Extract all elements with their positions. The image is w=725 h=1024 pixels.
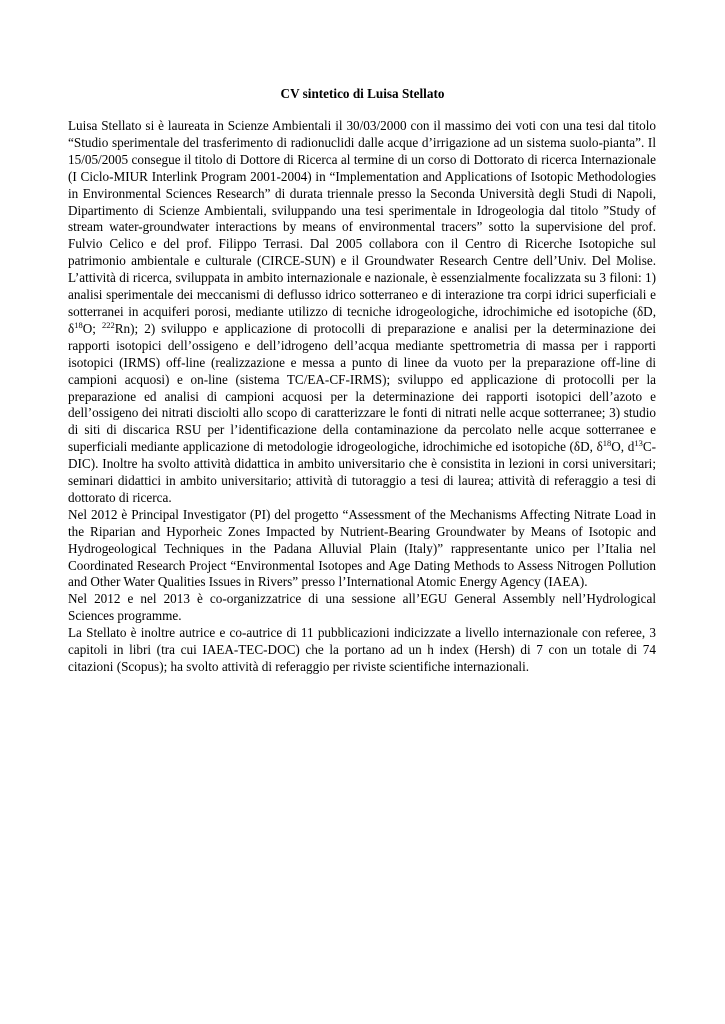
paragraph-text: O, d: [611, 439, 635, 455]
paragraph-text: C-DIC). Inoltre ha svolto attività didattica in ambito universitario che è consistita in lezioni in corsi universitari; seminari didattici in ambito universitario; attività di tutoraggio a tesi di laurea; attività di referaggio a tesi di dottorato di ricerca.: [68, 439, 656, 505]
superscript: 18: [74, 319, 83, 330]
paragraph-publications: La Stellato è inoltre autrice e co-autrice di 11 pubblicazioni indicizzate a livello internazionale con referee, 3 capitoli in libri (tra cui IAEA-TEC-DOC) che la portano ad un h index (Hersh) di 7 con un totale di 74 citazioni (Scopus); ha svolto attività di referaggio per riviste scientifiche internazionali.: [68, 625, 656, 674]
superscript: 18: [602, 438, 612, 449]
paragraph-text: Luisa Stellato si è laureata in Scienze Ambientali il 30/03/2000 con il massimo dei voti con una tesi dal titolo “Studio sperimentale del trasferimento di radionuclidi dalle acque d’irrigazione ad un sistema suolo-pianta”. Il 15/05/2005 consegue il titolo di Dottore di Ricerca al termine di un corso di Dottorato di ricerca Internazionale (I Ciclo-MIUR Interlink Program 2001-2004) in “Implementation and Applications of Isotopic Methodologies in Environmental Sciences Research” di durata triennale presso la Seconda Università degli Studi di Napoli, Dipartimento di Scienze Ambientali, sviluppando una tesi sperimentale in Idrogeologia dal titolo ”Study of stream water-groundwater interactions by means of environmental tracers” sotto la supervisione del prof. Fulvio Celico e del prof. Filippo Terrasi. Dal 2005 collabora con il Centro di Ricerche Isotopiche sul patrimonio ambientale e culturale (CIRCE-SUN) e il Groundwater Research Centre dell’Univ. Del Molise. L’attività di ricerca, sviluppata in ambito internazionale e nazionale, è essenzialmente focalizzata su 3 filoni: 1) analisi sperimentale dei meccanismi di deflusso idrico sotterraneo e di interazione tra corpi idrici superficiali e sotterranei in acquiferi porosi, mediante utilizzo di tecniche idrogeologiche, idrochimiche ed isotopiche (δD, δ: [68, 118, 656, 336]
paragraph-egu: Nel 2012 e nel 2013 è co-organizzatrice di una sessione all’EGU General Assembly nell’Hydrological Sciences programme.: [68, 591, 656, 624]
superscript: 13: [634, 438, 643, 449]
document-title: CV sintetico di Luisa Stellato: [280, 86, 445, 101]
paragraph-text: Rn); 2) sviluppo e applicazione di protocolli di preparazione e analisi per la determinazione dei rapporti isotopici dell’ossigeno e dell’idrogeno dell’acqua mediante spettrometria di massa per i rapporti isotopici (IRMS) off-line (realizzazione e messa a punto di linee da vuoto per la preparazione off-line di campioni acquosi) e on-line (sistema TC/EA-CF-IRMS); sviluppo ed applicazione di protocolli per la preparazione ed analisi di campioni acquosi per la determinazione dei rapporti isotopici dell’azoto e dell’ossigeno dei nitrati disciolti allo scopo di caratterizzare le fonti di nitrati nelle acque sotterranee; 3) studio di siti di discarica RSU per l’identificazione della contaminazione da percolato nelle acque sotterranee e superficiali mediante applicazione di metodologie idrogeologiche, idrochimiche ed isotopiche (δD, δ: [68, 320, 656, 455]
document-body: [68, 118, 656, 676]
paragraph-education: [68, 118, 656, 507]
superscript: 222: [101, 319, 115, 330]
paragraph-text: O;: [82, 320, 102, 336]
paragraph-pi-project: Nel 2012 è Principal Investigator (PI) del progetto “Assessment of the Mechanisms Affecting Nitrate Load in the Riparian and Hyporheic Zones Impacted by Nutrient-Bearing Groundwater by Means of Isotopic and Hydrogeological Techniques in the Padana Alluvial Plain (Italy)” rappresentante unico per l’Italia nel Coordinated Research Project “Environmental Isotopes and Age Dating Methods to Assess Nitrogen Pollution and Other Water Qualities Issues in Rivers” presso l’International Atomic Energy Agency (IAEA).: [68, 506, 656, 590]
